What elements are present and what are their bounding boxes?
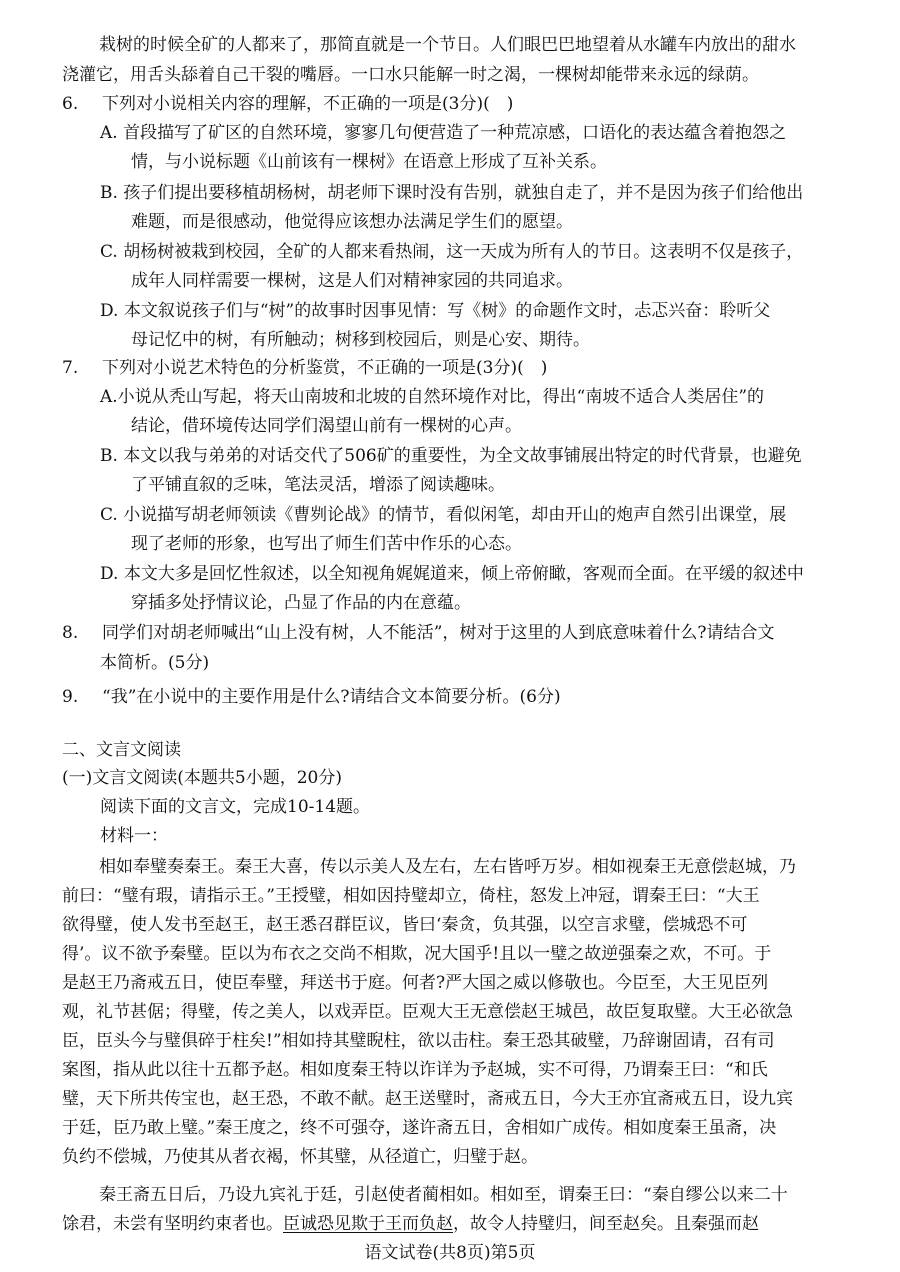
- q6-option-b: B. 孩子们提出要移植胡杨树，胡老师下课时没有告别，就独自走了，并不是因为孩子们给他出: [100, 183, 804, 203]
- q6-option-d-cont: 母记忆中的树，有所触动；树移到校园后，则是心安、期待。: [131, 330, 590, 350]
- q7-text: 下列对小说艺术特色的分析鉴赏，不正确的一项是(3分)( ): [102, 358, 548, 378]
- passage-line-4: 得’。议不欲予秦璧。臣以为布衣之交尚不相欺，况大国乎!且以一璧之故逆强秦之欢，不可。于: [62, 944, 772, 964]
- passage2-line-1: 秦王斋五日后，乃设九宾礼于廷，引赵使者蔺相如。相如至，谓秦王曰：“秦自缪公以来二十: [99, 1185, 788, 1205]
- passage-line-6: 观，礼节甚倨；得璧，传之美人，以戏弄臣。臣观大王无意偿赵王城邑，故臣复取璧。大王必欲急: [62, 1002, 793, 1022]
- passage-line-5: 是赵王乃斋戒五日，使臣奉璧，拜送书于庭。何者?严大国之威以修敬也。今臣至，大王见臣列: [62, 973, 769, 993]
- passage-line-11: 负约不偿城，乃使其从者衣褐，怀其璧，从径道亡，归璧于赵。: [62, 1147, 538, 1167]
- q6-option-a-cont: 情，与小说标题《山前该有一棵树》在语意上形成了互补关系。: [131, 152, 607, 172]
- q9-number: 9.: [62, 687, 79, 707]
- passage-line-3: 欲得璧，使人发书至赵王，赵王悉召群臣议，皆曰‘秦贪，负其强，以空言求璧，偿城恐不可: [62, 915, 748, 935]
- q7-option-c-cont: 现了老师的形象，也写出了师生们苦中作乐的心态。: [131, 534, 522, 554]
- q6-option-c-cont: 成年人同样需要一棵树，这是人们对精神家园的共同追求。: [131, 271, 573, 291]
- q6-option-a: A. 首段描写了矿区的自然环境，寥寥几句便营造了一种荒凉感，口语化的表达蕴含着抱怨之: [100, 123, 787, 143]
- underlined-sentence: 臣诚恐见欺于王而负赵: [283, 1214, 453, 1234]
- q7-option-c: C. 小说描写胡老师领读《曹刿论战》的情节，看似闲笔，却由开山的炮声自然引出课堂，展: [100, 505, 787, 525]
- q6-option-c: C. 胡杨树被栽到校园，全矿的人都来看热闹，这一天成为所有人的节日。这表明不仅是孩子，: [100, 242, 804, 262]
- q6-option-d: D. 本文叙说孩子们与“树”的故事时因事见情：写《树》的命题作文时，忐忑兴奋：聆听父: [100, 301, 771, 321]
- q7-option-b-cont: 了平铺直叙的乏味，笔法灵活，增添了阅读趣味。: [131, 475, 505, 495]
- q6-stem: [0, 89, 900, 119]
- passage2-text-pre: 馀君，未尝有坚明约束者也。: [62, 1214, 283, 1234]
- passage-line-1: 相如奉璧奏秦王。秦王大喜，传以示美人及左右，左右皆呼万岁。相如视秦王无意偿赵城，乃: [99, 857, 796, 877]
- material-label: 材料一：: [100, 826, 168, 846]
- q7-option-b: B. 本文以我与弟弟的对话交代了506矿的重要性，为全文故事铺展出特定的时代背景，也避免: [100, 446, 802, 466]
- q7-option-d: D. 本文大多是回忆性叙述，以全知视角娓娓道来，倾上帝俯瞰，客观而全面。在平缓的叙述中: [100, 564, 804, 584]
- passage2-line-2: [0, 1209, 900, 1239]
- q7-stem: [0, 353, 900, 383]
- q7-option-d-cont: 穿插多处抒情议论，凸显了作品的内在意蕴。: [131, 593, 471, 613]
- passage2-text-post: ，故令人持璧归，间至赵矣。且秦强而赵: [453, 1214, 759, 1234]
- reading-instruction: 阅读下面的文言文，完成10-14题。: [100, 797, 371, 817]
- q8-text-1: 同学们对胡老师喊出“山上没有树，人不能活”，树对于这里的人到底意味着什么?请结合文: [102, 623, 775, 643]
- q6-number: 6.: [62, 94, 79, 114]
- q8-text-2: 本简析。(5分): [100, 653, 210, 673]
- intro-line-1: 栽树的时候全矿的人都来了，那简直就是一个节日。人们眼巴巴地望着从水罐车内放出的甜水: [99, 35, 796, 55]
- page-footer: 语文试卷(共8页)第5页: [364, 1243, 536, 1263]
- q7-option-a: A.小说从秃山写起，将天山南坡和北坡的自然环境作对比，得出“南坡不适合人类居住”的: [100, 387, 765, 407]
- q6-text: 下列对小说相关内容的理解，不正确的一项是(3分)( ): [102, 94, 514, 114]
- q9-text: “我”在小说中的主要作用是什么?请结合文本简要分析。(6分): [102, 687, 561, 707]
- passage-line-8: 案图，指从此以往十五都予赵。相如度秦王特以诈详为予赵城，实不可得，乃谓秦王曰：“和氏: [62, 1060, 768, 1080]
- section-title: 二、文言文阅读: [62, 740, 181, 760]
- passage-line-7: 臣，臣头今与璧俱碎于柱矣!”相如持其璧睨柱，欲以击柱。秦王恐其破璧，乃辞谢固请，召有司: [62, 1031, 775, 1051]
- passage-line-2: 前曰：“璧有瑕，请指示王。”王授璧，相如因持璧却立，倚柱，怒发上冲冠，谓秦王曰：“大王: [62, 886, 760, 906]
- q7-option-a-cont: 结论，借环境传达同学们渴望山前有一棵树的心声。: [131, 416, 522, 436]
- q7-number: 7.: [62, 358, 79, 378]
- subsection-title: (一)文言文阅读(本题共5小题，20分): [62, 768, 342, 788]
- q8-number: 8.: [62, 623, 79, 643]
- passage-line-10: 于廷，臣乃敢上璧。”秦王度之，终不可强夺，遂许斋五日，舍相如广成传。相如度秦王虽斋，决: [62, 1118, 777, 1138]
- q8-stem: [0, 618, 900, 648]
- passage-line-9: 璧，天下所共传宝也，赵王恐，不敢不献。赵王送璧时，斋戒五日，今大王亦宜斋戒五日，设九宾: [62, 1089, 793, 1109]
- intro-line-2: 浇灌它，用舌头舔着自己干裂的嘴唇。一口水只能解一时之渴，一棵树却能带来永远的绿荫。: [62, 65, 759, 85]
- q9-stem: [0, 682, 900, 712]
- q6-option-b-cont: 难题，而是很感动，他觉得应该想办法满足学生们的愿望。: [131, 212, 573, 232]
